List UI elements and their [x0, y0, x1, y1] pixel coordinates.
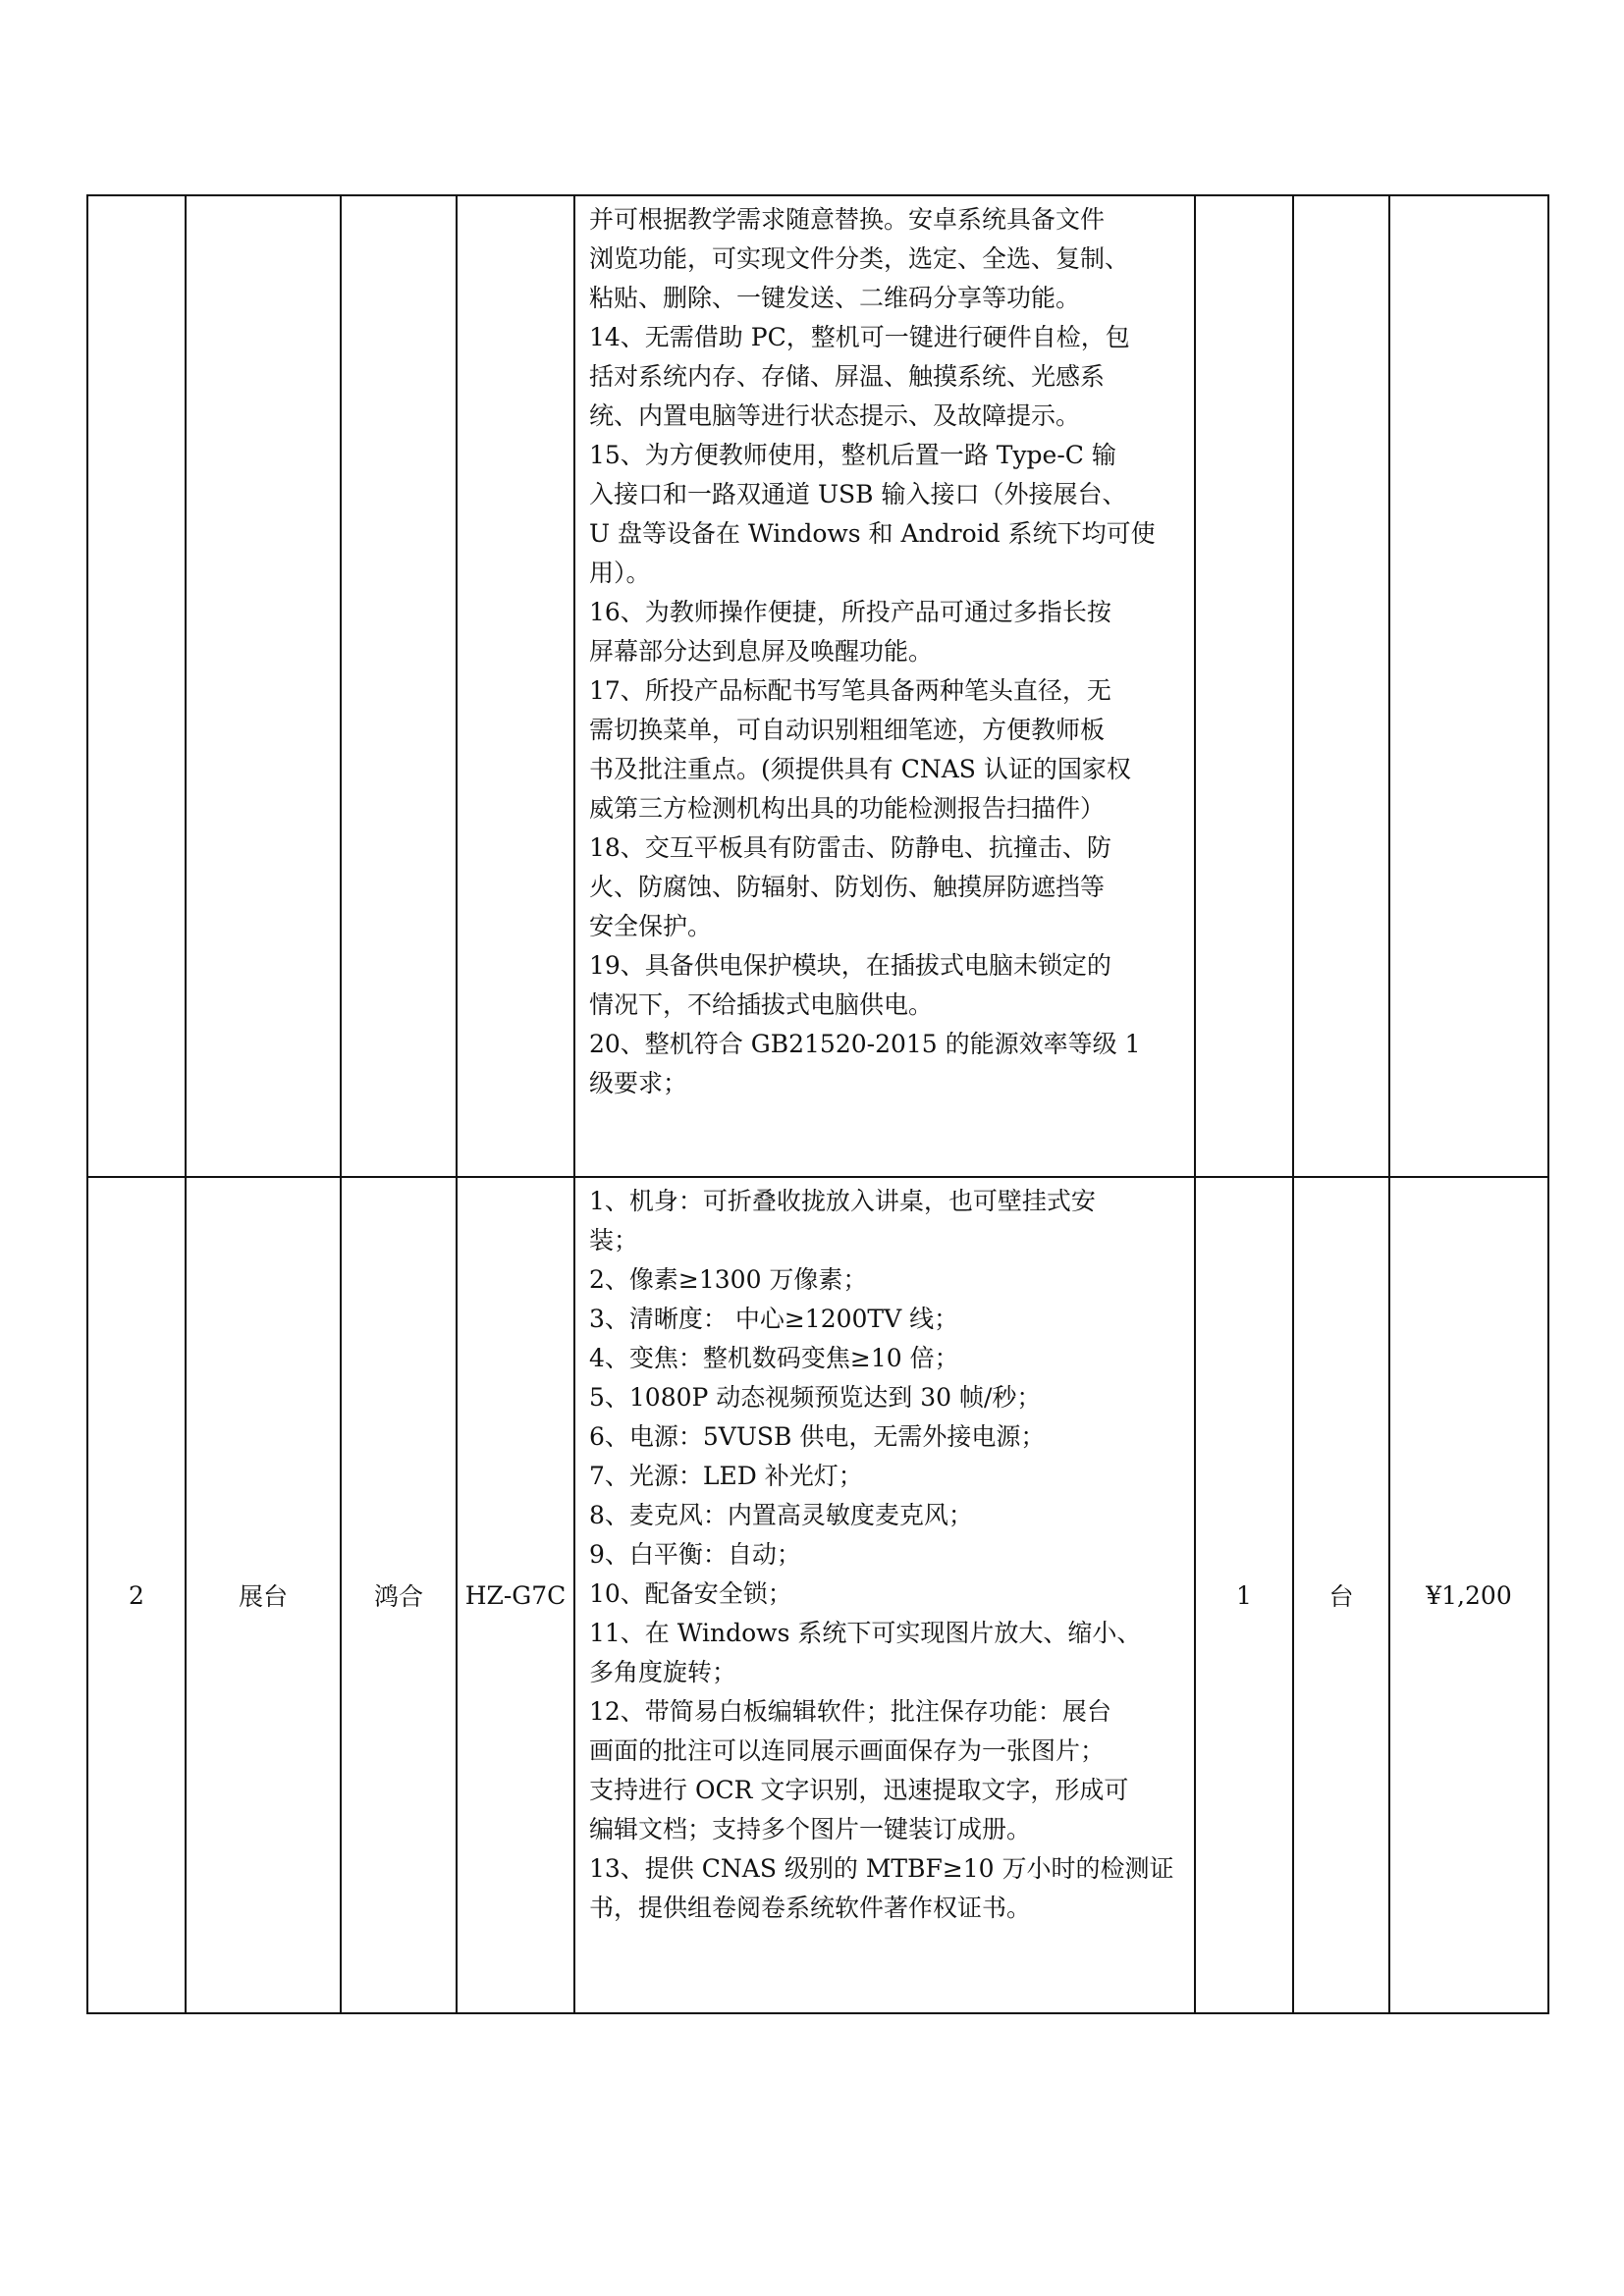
- description-line: 10、配备安全锁；: [589, 1579, 792, 1608]
- description-line: 17、所投产品标配书写笔具备两种笔头直径，无: [589, 676, 1111, 705]
- description-line: 5、1080P 动态视频预览达到 30 帧/秒；: [589, 1383, 1042, 1412]
- description-line: 2、像素≥1300 万像素；: [589, 1265, 868, 1294]
- description-line: 装；: [589, 1226, 639, 1255]
- description-line: 粘贴、删除、一键发送、二维码分享等功能。: [589, 284, 1081, 312]
- cell-name: [186, 195, 341, 1177]
- cell-description: [574, 1177, 1195, 2013]
- description-line: 威第三方检测机构出具的功能检测报告扫描件）: [589, 794, 1106, 823]
- cell-price: [1389, 195, 1548, 1177]
- description-line: 多角度旋转；: [589, 1658, 737, 1686]
- description-line: 并可根据教学需求随意替换。安卓系统具备文件: [589, 205, 1106, 234]
- description-line: 级要求；: [589, 1069, 688, 1097]
- description-line: 11、在 Windows 系统下可实现图片放大、缩小、: [589, 1619, 1142, 1647]
- description-line: 6、电源：5VUSB 供电，无需外接电源；: [589, 1422, 1046, 1451]
- description-line: 14、无需借助 PC，整机可一键进行硬件自检，包: [589, 323, 1130, 351]
- description-line: 7、光源：LED 补光灯；: [589, 1462, 863, 1490]
- cell-model: HZ-G7C: [457, 1177, 574, 2013]
- description-line: 火、防腐蚀、防辐射、防划伤、触摸屏防遮挡等: [589, 873, 1106, 901]
- description-line: 用）。: [589, 559, 651, 587]
- description-line: 15、为方便教师使用，整机后置一路 Type-C 输: [589, 441, 1116, 469]
- cell-name: 展台: [186, 1177, 341, 2013]
- table-row: [87, 1177, 1548, 2013]
- cell-brand: [341, 195, 457, 1177]
- table-body: [87, 195, 1548, 2013]
- cell-brand: 鸿合: [341, 1177, 457, 2013]
- cell-description: [574, 195, 1195, 1177]
- description-line: 13、提供 CNAS 级别的 MTBF≥10 万小时的检测证: [589, 1854, 1174, 1883]
- cell-unit: 台: [1293, 1177, 1389, 2013]
- description-line: 括对系统内存、存储、屏温、触摸系统、光感系: [589, 362, 1106, 391]
- description-line: 入接口和一路双通道 USB 输入接口（外接展台、: [589, 480, 1127, 508]
- description-line: 统、内置电脑等进行状态提示、及故障提示。: [589, 401, 1081, 430]
- cell-quantity: [1195, 195, 1293, 1177]
- description-line: 屏幕部分达到息屏及唤醒功能。: [589, 637, 934, 666]
- description-line: 情况下，不给插拔式电脑供电。: [589, 990, 934, 1019]
- description-line: 画面的批注可以连同展示画面保存为一张图片；: [589, 1736, 1106, 1765]
- description-line: 3、清晰度： 中心≥1200TV 线；: [589, 1305, 959, 1333]
- description-line: 1、机身：可折叠收拢放入讲桌，也可壁挂式安: [589, 1187, 1096, 1215]
- description-line: 8、麦克风：内置高灵敏度麦克风；: [589, 1501, 973, 1529]
- description-line: 书及批注重点。(须提供具有 CNAS 认证的国家权: [589, 755, 1131, 783]
- description-line: 需切换菜单，可自动识别粗细笔迹，方便教师板: [589, 716, 1106, 744]
- description-line: 支持进行 OCR 文字识别，迅速提取文字，形成可: [589, 1776, 1129, 1804]
- description-line: 编辑文档；支持多个图片一键装订成册。: [589, 1815, 1032, 1843]
- cell-index: 2: [87, 1177, 186, 2013]
- cell-index: [87, 195, 186, 1177]
- description-line: 12、带简易白板编辑软件；批注保存功能：展台: [589, 1697, 1111, 1726]
- cell-model: [457, 195, 574, 1177]
- description-line: 19、具备供电保护模块，在插拔式电脑未锁定的: [589, 951, 1111, 980]
- description-line: 16、为教师操作便捷，所投产品可通过多指长按: [589, 598, 1111, 626]
- cell-quantity: 1: [1195, 1177, 1293, 2013]
- cell-price: ¥1,200: [1389, 1177, 1548, 2013]
- description-line: 书，提供组卷阅卷系统软件著作权证书。: [589, 1894, 1032, 1922]
- table-row: [87, 195, 1548, 1177]
- description-line: 9、白平衡：自动；: [589, 1540, 801, 1569]
- description-line: 20、整机符合 GB21520-2015 的能源效率等级 1: [589, 1030, 1141, 1058]
- description-line: 浏览功能，可实现文件分类，选定、全选、复制、: [589, 244, 1130, 273]
- description-line: 18、交互平板具有防雷击、防静电、抗撞击、防: [589, 833, 1111, 862]
- description-line: 4、变焦：整机数码变焦≥10 倍；: [589, 1344, 959, 1372]
- spec-table: [86, 194, 1549, 2014]
- description-line: U 盘等设备在 Windows 和 Android 系统下均可使: [589, 519, 1156, 548]
- cell-unit: [1293, 195, 1389, 1177]
- description-line: 安全保护。: [589, 912, 713, 940]
